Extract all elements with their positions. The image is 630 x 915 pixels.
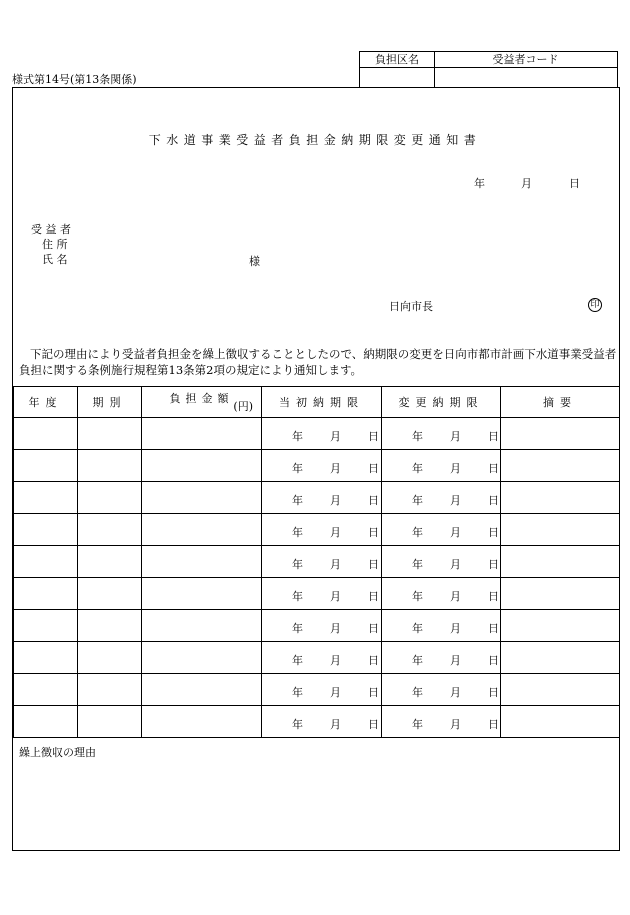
original-due-cell-m-unit: 月 — [330, 429, 341, 443]
year-cell[interactable] — [14, 514, 78, 546]
period-cell[interactable] — [78, 514, 142, 546]
table-row — [14, 418, 620, 450]
remarks-cell[interactable] — [501, 514, 620, 546]
original-due-cell[interactable] — [262, 610, 382, 642]
header-fiscal-year: 年度 — [14, 387, 78, 418]
original-due-cell[interactable] — [262, 418, 382, 450]
changed-due-cell-d-unit: 日 — [488, 429, 499, 443]
original-due-cell-d-unit: 日 — [368, 525, 379, 539]
changed-due-cell-y-unit: 年 — [412, 589, 423, 603]
changed-due-cell[interactable] — [382, 514, 501, 546]
original-due-cell-y-unit: 年 — [292, 685, 303, 699]
period-cell[interactable] — [78, 642, 142, 674]
header-amount — [142, 387, 262, 418]
changed-due-cell-y-unit: 年 — [412, 493, 423, 507]
table-row — [14, 578, 620, 610]
original-due-cell-y-unit: 年 — [292, 493, 303, 507]
header-period: 期別 — [78, 387, 142, 418]
changed-due-cell[interactable] — [382, 610, 501, 642]
table-row — [14, 706, 620, 738]
original-due-cell-m-unit: 月 — [330, 621, 341, 635]
notice-paragraph — [19, 346, 619, 378]
original-due-cell[interactable] — [262, 706, 382, 738]
header-changed-due: 変更納期限 — [382, 387, 501, 418]
period-cell[interactable] — [78, 674, 142, 706]
amount-cell[interactable] — [142, 546, 262, 578]
original-due-cell-d-unit: 日 — [368, 717, 379, 731]
changed-due-cell[interactable] — [382, 482, 501, 514]
changed-due-cell-m-unit: 月 — [450, 557, 461, 571]
original-due-cell-d-unit: 日 — [368, 493, 379, 507]
changed-due-cell-m-unit: 月 — [450, 589, 461, 603]
amount-cell[interactable] — [142, 450, 262, 482]
changed-due-cell-d-unit: 日 — [488, 589, 499, 603]
original-due-cell-d-unit: 日 — [368, 685, 379, 699]
issuer-title: 日向市長 — [389, 300, 433, 313]
remarks-cell[interactable] — [501, 418, 620, 450]
remarks-cell[interactable] — [501, 674, 620, 706]
amount-cell[interactable] — [142, 610, 262, 642]
changed-due-cell-d-unit: 日 — [488, 461, 499, 475]
original-due-cell[interactable] — [262, 642, 382, 674]
original-due-cell-y-unit: 年 — [292, 653, 303, 667]
original-due-cell[interactable] — [262, 514, 382, 546]
original-due-cell-m-unit: 月 — [330, 557, 341, 571]
remarks-cell[interactable] — [501, 610, 620, 642]
changed-due-cell-y-unit: 年 — [412, 461, 423, 475]
original-due-cell-d-unit: 日 — [368, 653, 379, 667]
changed-due-cell-y-unit: 年 — [412, 621, 423, 635]
year-cell[interactable] — [14, 418, 78, 450]
changed-due-cell-d-unit: 日 — [488, 717, 499, 731]
amount-cell[interactable] — [142, 706, 262, 738]
original-due-cell-m-unit: 月 — [330, 525, 341, 539]
year-cell[interactable] — [14, 610, 78, 642]
notice-text: 下記の理由により受益者負担金を繰上徴収することとしたので、納期限の変更を日向市都市計画下水道事業受益者負担に関する条例施行規程第13条第2項の規定により通知します。 — [19, 347, 617, 377]
year-cell[interactable] — [14, 450, 78, 482]
table-row — [14, 546, 620, 578]
remarks-cell[interactable] — [501, 450, 620, 482]
table-row — [14, 610, 620, 642]
changed-due-cell[interactable] — [382, 706, 501, 738]
changed-due-cell-y-unit: 年 — [412, 525, 423, 539]
original-due-cell-y-unit: 年 — [292, 621, 303, 635]
code-box-beneficiary-code-label: 受益者コード — [492, 53, 559, 66]
amount-cell[interactable] — [142, 674, 262, 706]
year-cell[interactable] — [14, 482, 78, 514]
original-due-cell-d-unit: 日 — [368, 589, 379, 603]
remarks-cell[interactable] — [501, 578, 620, 610]
table-row — [14, 642, 620, 674]
remarks-cell[interactable] — [501, 482, 620, 514]
original-due-cell-m-unit: 月 — [330, 717, 341, 731]
changed-due-cell-y-unit: 年 — [412, 429, 423, 443]
changed-due-cell-d-unit: 日 — [488, 685, 499, 699]
changed-due-cell-m-unit: 月 — [450, 493, 461, 507]
original-due-cell[interactable] — [262, 482, 382, 514]
year-cell[interactable] — [14, 578, 78, 610]
remarks-cell[interactable] — [501, 706, 620, 738]
amount-cell[interactable] — [142, 642, 262, 674]
original-due-cell-y-unit: 年 — [292, 717, 303, 731]
changed-due-cell[interactable] — [382, 578, 501, 610]
year-cell[interactable] — [14, 546, 78, 578]
changed-due-cell-m-unit: 月 — [450, 461, 461, 475]
date-year-unit: 年 — [474, 177, 485, 190]
original-due-cell-d-unit: 日 — [368, 429, 379, 443]
changed-due-cell-m-unit: 月 — [450, 685, 461, 699]
date-day-unit: 日 — [569, 177, 580, 190]
header-remarks: 摘要 — [501, 387, 620, 418]
original-due-cell-y-unit: 年 — [292, 429, 303, 443]
name-label: 氏 名 — [42, 253, 68, 266]
original-due-cell[interactable] — [262, 450, 382, 482]
date-month-unit: 月 — [521, 177, 532, 190]
changed-due-cell-m-unit: 月 — [450, 621, 461, 635]
header-original-due: 当初納期限 — [262, 387, 382, 418]
year-cell[interactable] — [14, 674, 78, 706]
original-due-cell-d-unit: 日 — [368, 557, 379, 571]
period-cell[interactable] — [78, 610, 142, 642]
header-amount-unit: (円) — [233, 400, 253, 413]
period-cell[interactable] — [78, 418, 142, 450]
changed-due-cell[interactable] — [382, 418, 501, 450]
code-box-district-label: 負担区名 — [375, 53, 419, 66]
original-due-cell-y-unit: 年 — [292, 525, 303, 539]
seal-icon: 印 — [588, 298, 602, 312]
changed-due-cell-y-unit: 年 — [412, 685, 423, 699]
code-box — [359, 51, 618, 87]
period-cell[interactable] — [78, 546, 142, 578]
original-due-cell-m-unit: 月 — [330, 685, 341, 699]
changed-due-cell-y-unit: 年 — [412, 653, 423, 667]
period-cell[interactable] — [78, 706, 142, 738]
address-label: 住 所 — [42, 238, 68, 251]
year-cell[interactable] — [14, 706, 78, 738]
reason-label: 繰上徴収の理由 — [19, 746, 96, 759]
changed-due-cell[interactable] — [382, 546, 501, 578]
table-row — [14, 514, 620, 546]
header-amount-label: 負担金額 — [169, 392, 234, 405]
table-row — [14, 482, 620, 514]
period-cell[interactable] — [78, 482, 142, 514]
amount-cell[interactable] — [142, 418, 262, 450]
changed-due-cell-y-unit: 年 — [412, 557, 423, 571]
changed-due-cell-m-unit: 月 — [450, 525, 461, 539]
recipient-label: 受 益 者 — [31, 223, 71, 236]
period-cell[interactable] — [78, 578, 142, 610]
original-due-cell-m-unit: 月 — [330, 461, 341, 475]
changed-due-cell-m-unit: 月 — [450, 653, 461, 667]
changed-due-cell-d-unit: 日 — [488, 621, 499, 635]
remarks-cell[interactable] — [501, 546, 620, 578]
changed-due-cell-y-unit: 年 — [412, 717, 423, 731]
table-row — [14, 450, 620, 482]
form-number: 様式第14号(第13条関係) — [12, 73, 137, 86]
original-due-cell-m-unit: 月 — [330, 493, 341, 507]
amount-cell[interactable] — [142, 482, 262, 514]
due-date-table — [13, 386, 620, 738]
honorific: 様 — [249, 255, 260, 268]
changed-due-cell-d-unit: 日 — [488, 525, 499, 539]
original-due-cell-d-unit: 日 — [368, 461, 379, 475]
original-due-cell-d-unit: 日 — [368, 621, 379, 635]
amount-cell[interactable] — [142, 514, 262, 546]
original-due-cell[interactable] — [262, 578, 382, 610]
original-due-cell[interactable] — [262, 674, 382, 706]
changed-due-cell-d-unit: 日 — [488, 493, 499, 507]
changed-due-cell-m-unit: 月 — [450, 717, 461, 731]
table-header-row — [14, 387, 620, 418]
changed-due-cell-d-unit: 日 — [488, 653, 499, 667]
changed-due-cell[interactable] — [382, 642, 501, 674]
table-row — [14, 674, 620, 706]
amount-cell[interactable] — [142, 578, 262, 610]
changed-due-cell[interactable] — [382, 450, 501, 482]
original-due-cell-y-unit: 年 — [292, 589, 303, 603]
changed-due-cell-m-unit: 月 — [450, 429, 461, 443]
original-due-cell[interactable] — [262, 546, 382, 578]
original-due-cell-y-unit: 年 — [292, 557, 303, 571]
original-due-cell-m-unit: 月 — [330, 589, 341, 603]
year-cell[interactable] — [14, 642, 78, 674]
original-due-cell-m-unit: 月 — [330, 653, 341, 667]
remarks-cell[interactable] — [501, 642, 620, 674]
period-cell[interactable] — [78, 450, 142, 482]
original-due-cell-y-unit: 年 — [292, 461, 303, 475]
changed-due-cell[interactable] — [382, 674, 501, 706]
document-title: 下水道事業受益者負担金納期限変更通知書 — [148, 133, 482, 147]
changed-due-cell-d-unit: 日 — [488, 557, 499, 571]
